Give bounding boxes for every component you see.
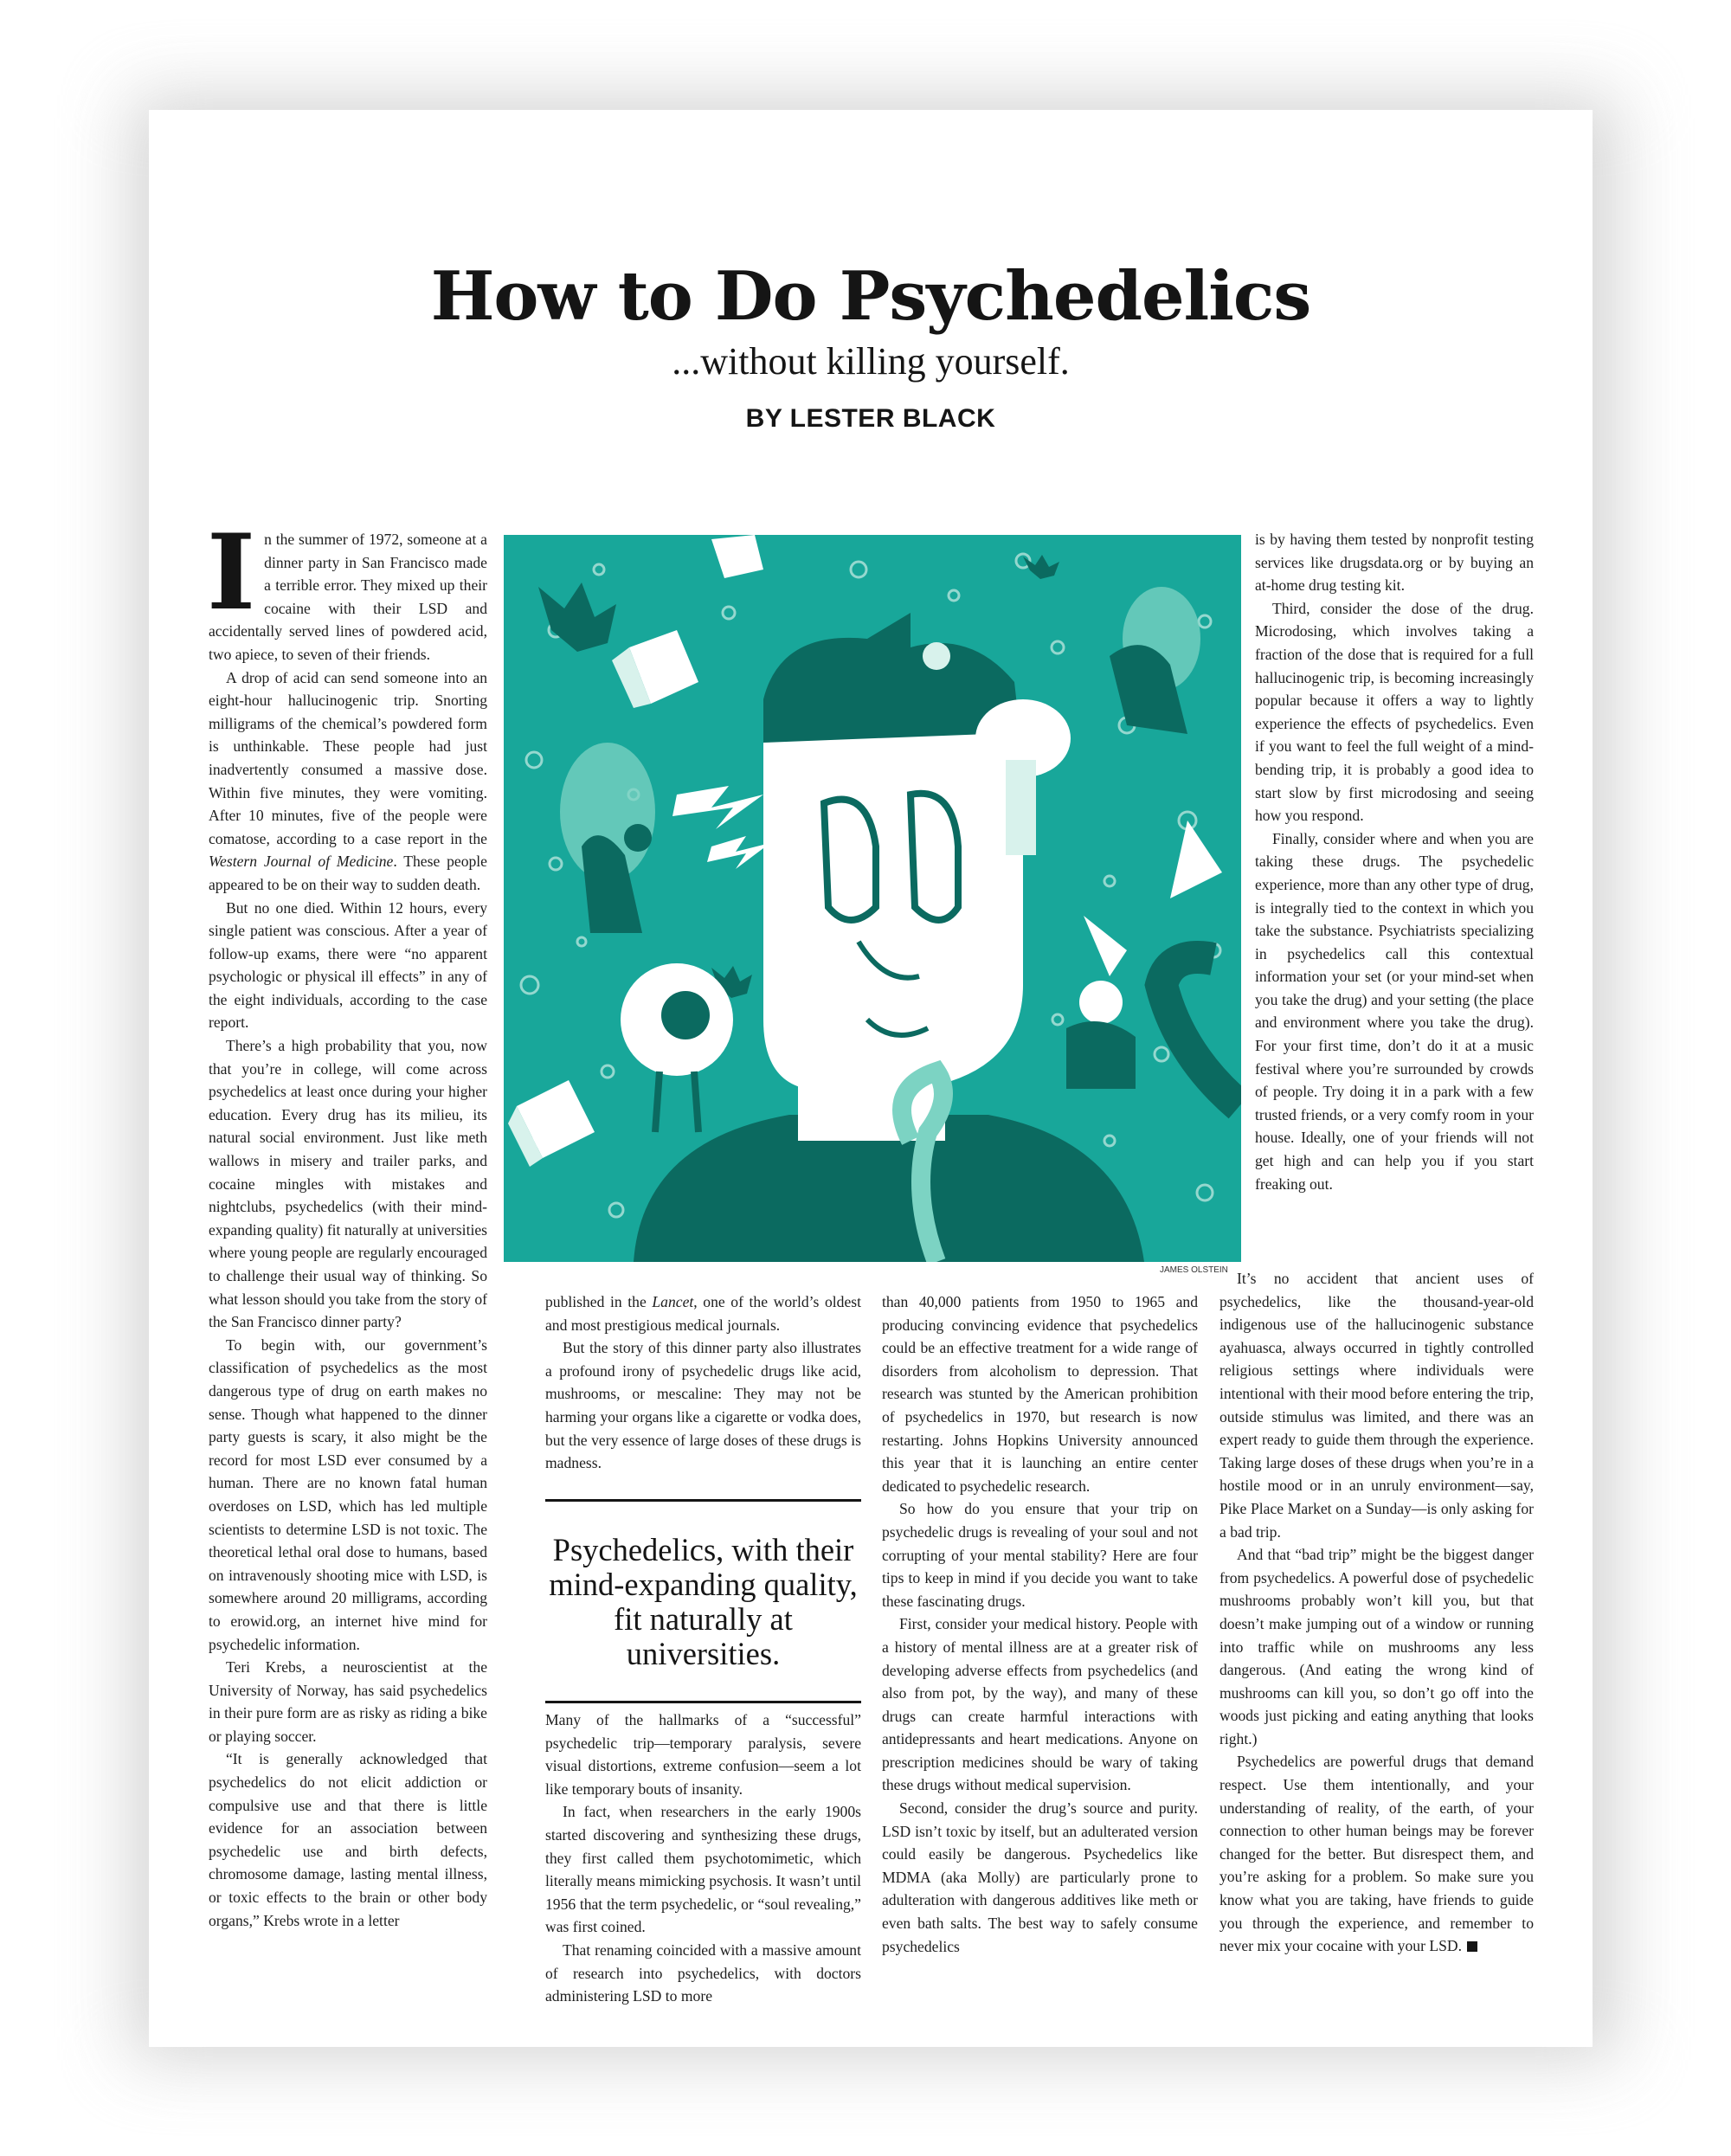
paragraph: So how do you ensure that your trip on psychedelic drugs is revealing of your soul and not corrupting of your mental stability? Here are four tips to keep in mind if you decide you want to take these fascinating drugs.: [882, 1500, 1198, 1610]
journal-name: Lancet: [652, 1293, 694, 1310]
spider-shape: [923, 642, 950, 670]
article-byline: BY LESTER BLACK: [745, 404, 996, 433]
article-illustration: [504, 535, 1241, 1262]
article-column-4-bottom: [1219, 1267, 1534, 1958]
paragraph-text: n the summer of 1972, someone at a dinner party in San Francisco made a terrible error. They mixed up their cocaine with their LSD and accidentally served lines of powdered acid, two apiece, to seven of their friends.: [209, 531, 487, 663]
paragraph: And that “bad trip” might be the biggest danger from psychedelics. A powerful dose of psychedelic mushrooms probably won’t kill you, but that doesn’t make jumping out of a window or running into traffic while on mushrooms any less dangerous. (And eating the wrong kind of mushrooms can kill you, so don’t go off into the woods just picking and eating anything that looks right.): [1219, 1546, 1534, 1747]
pull-quote: Psychedelics, with their mind-expanding quality, fit naturally at universities.: [545, 1499, 861, 1703]
end-mark-icon: [1467, 1941, 1477, 1952]
paragraph: It’s no accident that ancient uses of psychedelics, like the thousand-year-old indigenous use of the hallucinogenic substance ayahuasca, always occurred in tightly controlled religious settings where individuals were intentional with their mood before entering the trip, outside stimulus was limited, and there was an expert ready to guide them through the experience. Taking large doses of these drugs when you’re in a hostile mood or in an unruly environment—say, Pike Place Market on a Sunday—is only asking for a bad trip.: [1219, 1270, 1534, 1541]
paragraph: That renaming coincided with a massive amount of research into psychedelics, with doctors administering LSD to more: [545, 1940, 861, 2005]
paragraph: To begin with, our government’s classification of psychedelics as the most dangerous type of drug on earth makes no sense. Though what happened to the dinner party guests is scary, it also might be the record for most LSD ever consumed by a human. There are no known fatal human overdoses on LSD, which has led multiple scientists to determine LSD is not toxic. The theoretical lethal oral dose to humans, based on intravenously shooting mice with LSD, is somewhere around 20 milligrams, according to erowid.org, an internet hive mind for psychedelic information.: [209, 1335, 487, 1653]
article-column-2-top: [545, 1290, 861, 1475]
mushroom-stem: [1006, 760, 1036, 855]
paragraph-text: A drop of acid can send someone into an eight-hour hallucinogenic trip. Snorting milligrams of the chemical’s powdered form is unthinkable. These people had just inadvertently consumed a massive dose. Within five minutes, they were vomiting. After 10 minutes, five of the people were comatose, according to a case report in the: [209, 668, 487, 847]
article-column-2-bottom: [545, 1709, 861, 2008]
paragraph: But no one died. Within 12 hours, every single patient was conscious. After a year of follow-up exams, there were “no apparent psychologic or physical ill effects” in any of the eight individuals, according to the case report.: [209, 898, 487, 1032]
illustration-credit: JAMES OLSTEIN: [1160, 1265, 1228, 1275]
paragraph: [545, 1290, 861, 1336]
paragraph: [207, 512, 487, 666]
journal-name: Western Journal of Medicine: [209, 853, 394, 871]
paragraph: Teri Krebs, a neuroscientist at the University of Norway, has said psychedelics in their pure form are as risky as riding a bike or playing soccer.: [209, 1658, 487, 1745]
paragraph: There’s a high probability that you, now that you’re in college, will come across psychedelics at least once during your higher education. Every drug has its milieu, its natural social environment. Just like meth wallows in misery and trailer parks, and cocaine mingles with mistakes and nightclubs, psychedelics (with their mind-expanding quality) fit naturally at universities where young people are regularly encouraged to challenge their usual way of thinking. So what lesson should you take from the story of the San Francisco dinner party?: [209, 1037, 487, 1331]
paragraph: First, consider your medical history. People with a history of mental illness are at a greater risk of developing adverse effects from psychedelics (and also from pot, by the way), and many of these drugs can create harmful interactions with antidepressants and heart medications. Anyone on prescription medicines should be wary of taking these drugs without medical supervision.: [882, 1615, 1198, 1794]
paragraph: In fact, when researchers in the early 1900s started discovering and synthesizing these drugs, they first called them psychotomimetic, which literally means mimicking psychosis. It wasn’t until 1956 that the term psychedelic, or “soul revealing,” was first coined.: [545, 1803, 861, 1936]
paragraph: than 40,000 patients from 1950 to 1965 and producing convincing evidence that psychedelics could be an effective treatment for a wide range of disorders from alcoholism to depression. That research was stunted by the American prohibition of psychedelics in 1970, but research is now restarting. Johns Hopkins University announced this year that it is launching an entire center dedicated to psychedelic research.: [882, 1293, 1198, 1495]
article-column-1: [207, 512, 487, 1932]
paragraph-text: published in the: [545, 1293, 653, 1310]
article-title: How to Do Psychedelics: [430, 257, 1311, 336]
article-column-4-top: [1255, 528, 1534, 1195]
paragraph: [209, 666, 487, 897]
paragraph-text: . These people appeared to be on their way to sudden death.: [209, 853, 487, 893]
paragraph-text: , one of the world’s oldest and most prestigious medical journals.: [545, 1293, 862, 1334]
gnome-head: [1079, 981, 1123, 1024]
fairy-head: [624, 824, 652, 852]
article-column-3: [882, 1290, 1198, 1958]
paragraph: is by having them tested by nonprofit testing services like drugsdata.org or by buying an at-home drug testing kit.: [1255, 531, 1534, 595]
paragraph-text: Psychedelics are powerful drugs that demand respect. Use them intentionally, and your understanding of reality, of the earth, of your connection to other human beings may be forever changed for the better. But disrespect them, and you’re asking for a problem. So make sure you know what you are taking, have friends to guide you through the experience, and remember to never mix your cocaine with your LSD.: [1219, 1753, 1534, 1955]
gnome-body: [1066, 1021, 1136, 1089]
drop-cap: I: [207, 512, 256, 634]
paragraph: [1219, 1750, 1534, 1957]
paragraph: Finally, consider where and when you are taking these drugs. The psychedelic experience, more than any other type of drug, is integrally tied to the context in which you take the substance. Psychiatrists specializing in psychedelics call this contextual information your set (or your mind-set when you take the drug) and your setting (the place and environment where you take the drug). For your first time, don’t do it at a music festival where you’re surrounded by crowds of people. Try doing it in a park with a few trusted friends, or a very comfy room in your house. Ideally, one of your friends will not get high and can help you if you start freaking out.: [1255, 829, 1534, 1193]
paragraph: Second, consider the drug’s source and purity. LSD isn’t toxic by itself, but an adulterated version could easily be dangerous. Psychedelics like MDMA (aka Molly) are particularly prone to adulteration with dangerous additives like meth or even bath salts. The best way to safely consume psychedelics: [882, 1799, 1198, 1955]
magazine-page: [149, 110, 1593, 2047]
paragraph: But the story of this dinner party also illustrates a profound irony of psychedelic drugs like acid, mushrooms, or mescaline: They may not be harming your organs like a cigarette or vodka does, but the very essence of large doses of these drugs is madness.: [545, 1339, 861, 1472]
paragraph: Many of the hallmarks of a “successful” psychedelic trip—temporary paralysis, severe visual distortions, extreme confusion—seem a lot like temporary bouts of insanity.: [545, 1711, 861, 1798]
article-subtitle: ...without killing yourself.: [672, 340, 1070, 383]
paragraph: “It is generally acknowledged that psychedelics do not elicit addiction or compulsive use and that there is little evidence for an association between psychedelic use and birth defects, chromosome damage, lasting mental illness, or toxic effects to the brain or other body organs,” Krebs wrote in a letter: [209, 1750, 487, 1929]
paragraph: Third, consider the dose of the drug. Microdosing, which involves taking a fraction of the dose that is required for a full hallucinogenic trip, is becoming increasingly popular because it offers a way to lightly experience the effects of psychedelics. Even if you want to feel the full weight of a mind-bending trip, it is probably a good idea to start slow by first microdosing and seeing how you respond.: [1255, 599, 1534, 825]
eyeball-iris: [661, 991, 710, 1039]
